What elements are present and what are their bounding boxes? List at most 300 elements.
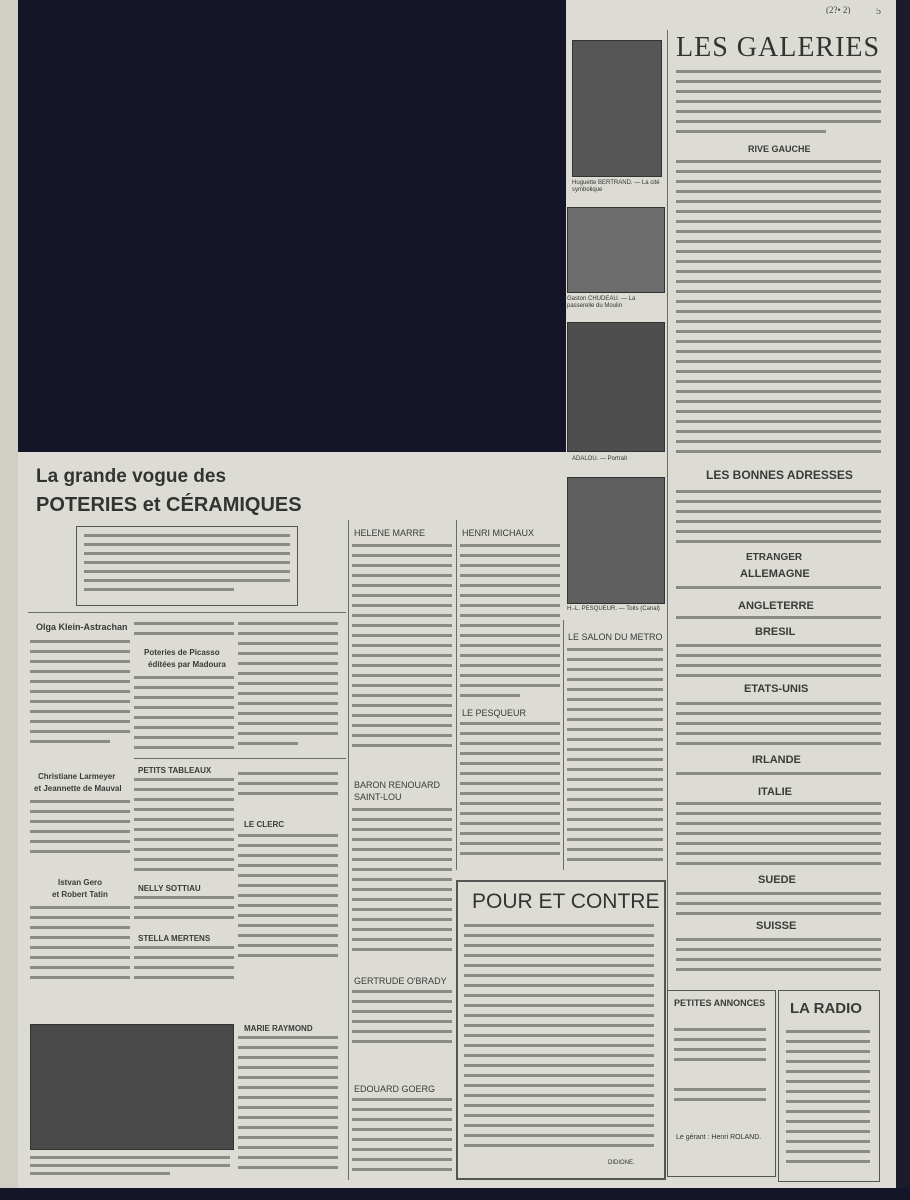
- text-line: [464, 994, 654, 997]
- text-line: [30, 906, 130, 909]
- text-line: [352, 544, 452, 547]
- text-line: [134, 798, 234, 801]
- text-line: [84, 534, 290, 537]
- text-line: [134, 706, 234, 709]
- column-rule: [667, 30, 668, 1150]
- text-line: [676, 310, 881, 313]
- text-line: [460, 772, 560, 775]
- text-line: [352, 1168, 452, 1171]
- text-line: [134, 966, 234, 969]
- heading-petits-tableaux: PETITS TABLEAUX: [138, 766, 212, 775]
- text-line: [676, 902, 881, 905]
- text-line: [567, 648, 663, 651]
- text-line: [238, 884, 338, 887]
- text-line: [786, 1160, 870, 1163]
- text-line: [238, 1146, 338, 1149]
- rive-gauche: RIVE GAUCHE: [748, 144, 811, 154]
- text-line: [464, 1034, 654, 1037]
- gerant: Le gérant : Henri ROLAND.: [676, 1134, 762, 1141]
- text-line: [238, 1076, 338, 1079]
- text-line: [352, 664, 452, 667]
- text-line: [567, 848, 663, 851]
- text-line: [352, 1040, 452, 1043]
- text-line: [352, 878, 452, 881]
- country-angleterre: ANGLETERRE: [738, 600, 814, 612]
- text-line: [238, 864, 338, 867]
- text-line: [567, 698, 663, 701]
- text-line: [352, 594, 452, 597]
- heading-gero: Istvan Gero: [58, 878, 103, 887]
- dark-background: [18, 0, 566, 452]
- text-line: [676, 70, 881, 73]
- text-line: [352, 654, 452, 657]
- text-line: [352, 614, 452, 617]
- text-line: [460, 554, 560, 557]
- text-line: [460, 624, 560, 627]
- text-line: [786, 1040, 870, 1043]
- text-line: [786, 1130, 870, 1133]
- text-line: [238, 834, 338, 837]
- text-line: [134, 808, 234, 811]
- pour-et-contre-title: POUR ET CONTRE: [472, 890, 660, 913]
- text-line: [676, 130, 826, 133]
- text-line: [352, 674, 452, 677]
- text-line: [567, 688, 663, 691]
- text-line: [676, 240, 881, 243]
- text-line: [30, 710, 130, 713]
- photo-poteries: [30, 1024, 234, 1150]
- country-suisse: SUISSE: [756, 920, 797, 932]
- text-line: [238, 1136, 338, 1139]
- text-line: [30, 670, 130, 673]
- heading-edouard-goerg: EDOUARD GOERG: [354, 1084, 436, 1094]
- photo-bertrand: [572, 40, 662, 177]
- text-line: [352, 888, 452, 891]
- text-line: [352, 1158, 452, 1161]
- heading-saint-lou: SAINT-LOU: [354, 792, 402, 802]
- text-line: [134, 818, 234, 821]
- text-line: [30, 690, 130, 693]
- text-line: [676, 912, 881, 915]
- text-line: [567, 818, 663, 821]
- text-line: [238, 1036, 338, 1039]
- text-line: [676, 938, 881, 941]
- heading-madoura: éditées par Madoura: [148, 660, 226, 669]
- text-line: [786, 1050, 870, 1053]
- text-line: [238, 702, 338, 705]
- text-line: [676, 644, 881, 647]
- text-line: [676, 540, 881, 543]
- text-line: [134, 896, 234, 899]
- text-line: [674, 1088, 766, 1091]
- text-line: [238, 874, 338, 877]
- text-line: [786, 1100, 870, 1103]
- text-line: [567, 748, 663, 751]
- text-line: [134, 716, 234, 719]
- text-line: [676, 370, 881, 373]
- text-line: [30, 660, 130, 663]
- text-line: [786, 1120, 870, 1123]
- text-line: [30, 700, 130, 703]
- text-line: [460, 722, 560, 725]
- text-line: [238, 1126, 338, 1129]
- text-line: [352, 1128, 452, 1131]
- text-line: [352, 1118, 452, 1121]
- text-line: [238, 662, 338, 665]
- country-italie: ITALIE: [758, 786, 793, 798]
- text-line: [567, 838, 663, 841]
- heading-nelly-sottiau: NELLY SOTTIAU: [138, 884, 201, 893]
- text-line: [460, 674, 560, 677]
- text-line: [676, 260, 881, 263]
- text-line: [238, 904, 338, 907]
- text-line: [352, 1030, 452, 1033]
- column-rule: [348, 520, 349, 1180]
- text-line: [786, 1110, 870, 1113]
- heading-larmeyer: Christiane Larmeyer: [38, 772, 116, 781]
- text-line: [676, 90, 881, 93]
- headline-line-1: La grande vogue des: [36, 466, 227, 487]
- text-line: [464, 1124, 654, 1127]
- text-line: [352, 734, 452, 737]
- text-line: [30, 1164, 230, 1167]
- text-line: [567, 668, 663, 671]
- text-line: [676, 170, 881, 173]
- text-line: [30, 916, 130, 919]
- text-line: [676, 120, 881, 123]
- text-line: [352, 694, 452, 697]
- text-line: [460, 762, 560, 765]
- text-line: [676, 390, 881, 393]
- text-line: [676, 948, 881, 951]
- text-line: [786, 1090, 870, 1093]
- heading-helene-marre: HELENE MARRE: [354, 528, 426, 538]
- text-line: [84, 570, 290, 573]
- text-line: [460, 732, 560, 735]
- text-line: [676, 210, 881, 213]
- text-line: [238, 1066, 338, 1069]
- country-suede: SUEDE: [758, 874, 796, 886]
- caption-chudeau: Gaston CHUDEAU. — La passerelle du Moulin: [567, 296, 636, 309]
- text-line: [134, 632, 234, 635]
- text-line: [676, 230, 881, 233]
- text-line: [30, 650, 130, 653]
- text-line: [674, 1098, 766, 1101]
- text-line: [352, 1010, 452, 1013]
- text-line: [460, 792, 560, 795]
- text-line: [352, 1020, 452, 1023]
- text-line: [238, 1166, 338, 1169]
- text-line: [352, 1000, 452, 1003]
- heading-baron-renouard: BARON RENOUARD: [354, 780, 441, 790]
- text-line: [460, 782, 560, 785]
- text-line: [238, 1156, 338, 1159]
- text-line: [464, 1024, 654, 1027]
- text-line: [352, 1148, 452, 1151]
- headline-line-2: POTERIES et CÉRAMIQUES: [36, 494, 302, 516]
- text-line: [676, 862, 881, 865]
- text-line: [238, 1056, 338, 1059]
- heading-poteries-picasso: Poteries de Picasso: [144, 648, 220, 657]
- heading-henri-michaux: HENRI MICHAUX: [462, 528, 535, 538]
- text-line: [238, 642, 338, 645]
- text-line: [674, 1038, 766, 1041]
- heading-gertrude-obrady: GERTRUDE O'BRADY: [354, 976, 447, 986]
- text-line: [30, 740, 110, 743]
- text-line: [676, 300, 881, 303]
- text-line: [30, 1156, 230, 1159]
- text-line: [676, 160, 881, 163]
- text-line: [238, 692, 338, 695]
- text-line: [460, 634, 560, 637]
- text-line: [460, 594, 560, 597]
- text-line: [676, 772, 881, 775]
- text-line: [30, 640, 130, 643]
- text-line: [567, 808, 663, 811]
- text-line: [352, 584, 452, 587]
- text-line: [30, 800, 130, 803]
- text-line: [134, 946, 234, 949]
- text-line: [352, 868, 452, 871]
- text-line: [676, 400, 881, 403]
- text-line: [464, 1044, 654, 1047]
- text-line: [134, 788, 234, 791]
- text-line: [352, 818, 452, 821]
- text-line: [676, 654, 881, 657]
- text-line: [30, 810, 130, 813]
- text-line: [460, 752, 560, 755]
- text-line: [676, 530, 881, 533]
- text-line: [676, 180, 881, 183]
- text-line: [238, 722, 338, 725]
- text-line: [460, 742, 560, 745]
- text-line: [134, 906, 234, 909]
- text-line: [352, 948, 452, 951]
- text-line: [352, 574, 452, 577]
- text-line: [786, 1140, 870, 1143]
- bottom-dark-edge: [0, 1188, 910, 1200]
- text-line: [464, 984, 654, 987]
- text-line: [464, 1114, 654, 1117]
- text-line: [460, 694, 520, 697]
- text-line: [134, 848, 234, 851]
- text-line: [676, 110, 881, 113]
- column-rule: [456, 520, 457, 870]
- text-line: [134, 778, 234, 781]
- caption-bertrand: Huguette BERTRAND. — La cité symbolique: [572, 180, 660, 193]
- text-line: [676, 450, 881, 453]
- galeries-title: LES GALERIES: [676, 32, 881, 63]
- text-line: [567, 758, 663, 761]
- text-line: [134, 726, 234, 729]
- column-rule: [563, 620, 564, 870]
- text-line: [676, 822, 881, 825]
- text-line: [567, 768, 663, 771]
- text-line: [676, 250, 881, 253]
- text-line: [30, 1172, 170, 1175]
- text-line: [84, 561, 290, 564]
- text-line: [676, 852, 881, 855]
- text-line: [464, 1134, 654, 1137]
- text-line: [238, 844, 338, 847]
- text-line: [676, 520, 881, 523]
- heading-tatin: et Robert Tatin: [52, 890, 108, 899]
- text-line: [460, 564, 560, 567]
- text-line: [676, 892, 881, 895]
- text-line: [460, 812, 560, 815]
- text-line: [238, 894, 338, 897]
- text-line: [464, 1094, 654, 1097]
- text-line: [460, 654, 560, 657]
- country-etats-unis: ETATS-UNIS: [744, 683, 809, 695]
- section-rule: [28, 612, 346, 613]
- text-line: [460, 852, 560, 855]
- text-line: [676, 360, 881, 363]
- text-line: [464, 1014, 654, 1017]
- text-line: [134, 746, 234, 749]
- text-line: [676, 330, 881, 333]
- text-line: [674, 1028, 766, 1031]
- text-line: [567, 738, 663, 741]
- text-line: [464, 1144, 654, 1147]
- text-line: [238, 792, 338, 795]
- text-line: [460, 604, 560, 607]
- page-date: (2?• 2): [826, 6, 851, 14]
- photo-chudeau: [567, 207, 665, 293]
- heading-de-mauval: et Jeannette de Mauval: [34, 784, 122, 793]
- heading-le-pesqueur: LE PESQUEUR: [462, 708, 527, 718]
- text-line: [567, 708, 663, 711]
- text-line: [134, 976, 234, 979]
- text-line: [134, 736, 234, 739]
- text-line: [464, 1054, 654, 1057]
- text-line: [464, 924, 654, 927]
- text-line: [352, 838, 452, 841]
- intro-box: [76, 526, 298, 606]
- text-line: [786, 1150, 870, 1153]
- text-line: [134, 676, 234, 679]
- text-line: [786, 1070, 870, 1073]
- text-line: [567, 778, 663, 781]
- text-line: [674, 1048, 766, 1051]
- text-line: [460, 684, 560, 687]
- text-line: [84, 552, 290, 555]
- country-irlande: IRLANDE: [752, 754, 801, 766]
- section-rule: [134, 758, 346, 759]
- text-line: [676, 742, 881, 745]
- text-line: [786, 1060, 870, 1063]
- text-line: [567, 828, 663, 831]
- text-line: [238, 1086, 338, 1089]
- country-allemagne: ALLEMAGNE: [740, 568, 810, 580]
- heading-klein-astrachan: Olga Klein-Astrachan: [36, 622, 128, 632]
- text-line: [676, 440, 881, 443]
- heading-marie-raymond: MARIE RAYMOND: [244, 1024, 313, 1033]
- text-line: [464, 1084, 654, 1087]
- text-line: [352, 1108, 452, 1111]
- text-line: [134, 868, 234, 871]
- text-line: [352, 644, 452, 647]
- caption-adalou: ADALOU. — Portrait: [572, 456, 628, 462]
- text-line: [30, 946, 130, 949]
- petites-annonces-box: [667, 990, 776, 1177]
- text-line: [676, 500, 881, 503]
- text-line: [352, 724, 452, 727]
- photo-adalou: [567, 322, 665, 452]
- text-line: [30, 966, 130, 969]
- text-line: [238, 934, 338, 937]
- text-line: [460, 644, 560, 647]
- text-line: [460, 584, 560, 587]
- text-line: [134, 696, 234, 699]
- text-line: [30, 926, 130, 929]
- text-line: [238, 742, 298, 745]
- text-line: [676, 616, 881, 619]
- text-line: [352, 564, 452, 567]
- text-line: [352, 848, 452, 851]
- text-line: [676, 290, 881, 293]
- text-line: [460, 614, 560, 617]
- text-line: [676, 100, 881, 103]
- text-line: [676, 958, 881, 961]
- text-line: [460, 842, 560, 845]
- text-line: [352, 704, 452, 707]
- text-line: [676, 490, 881, 493]
- page-edge: [0, 0, 19, 1200]
- text-line: [676, 674, 881, 677]
- text-line: [238, 954, 338, 957]
- text-line: [460, 574, 560, 577]
- text-line: [567, 788, 663, 791]
- text-line: [567, 798, 663, 801]
- text-line: [352, 858, 452, 861]
- text-line: [352, 908, 452, 911]
- radio-title: LA RADIO: [790, 1000, 862, 1017]
- text-line: [352, 1098, 452, 1101]
- text-line: [238, 1106, 338, 1109]
- text-line: [464, 974, 654, 977]
- text-line: [460, 664, 560, 667]
- text-line: [134, 916, 234, 919]
- text-line: [460, 802, 560, 805]
- text-line: [30, 976, 130, 979]
- text-line: [238, 732, 338, 735]
- text-line: [464, 1074, 654, 1077]
- text-line: [676, 220, 881, 223]
- text-line: [676, 802, 881, 805]
- text-line: [464, 1004, 654, 1007]
- text-line: [676, 280, 881, 283]
- text-line: [676, 664, 881, 667]
- petites-annonces-title: PETITES ANNONCES: [674, 998, 766, 1008]
- text-line: [30, 730, 130, 733]
- pour-et-contre-signature: DIDIONE.: [608, 1160, 635, 1166]
- text-line: [30, 830, 130, 833]
- text-line: [676, 190, 881, 193]
- text-line: [352, 684, 452, 687]
- text-line: [567, 678, 663, 681]
- text-line: [238, 652, 338, 655]
- text-line: [238, 924, 338, 927]
- text-line: [238, 1046, 338, 1049]
- text-line: [676, 812, 881, 815]
- text-line: [676, 842, 881, 845]
- text-line: [134, 956, 234, 959]
- text-line: [676, 430, 881, 433]
- text-line: [238, 854, 338, 857]
- text-line: [238, 944, 338, 947]
- text-line: [134, 838, 234, 841]
